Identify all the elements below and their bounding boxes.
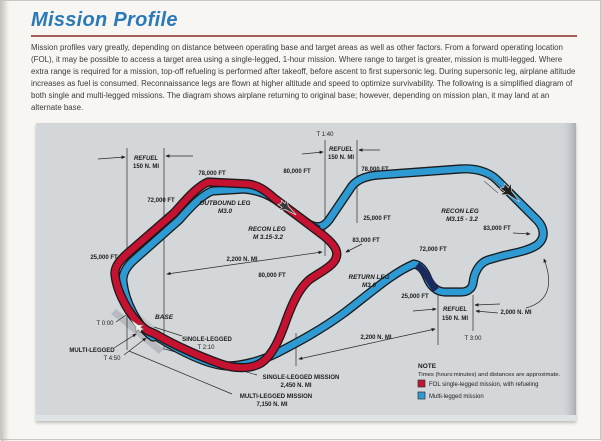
refuel3-label: REFUEL [443,307,467,313]
single-legged-time: T 2:10 [197,345,215,351]
legend-swatch-multi [418,392,425,399]
page-edge-shadow [1,1,9,441]
single-mission-label: SINGLE-LEGGED MISSION [262,375,340,381]
recon-mach1: M 3.15-3.2 [252,234,284,241]
alt-78-left: 78,000 FT [198,171,226,177]
time-takeoff: T 0:00 [96,321,114,327]
alt-80-return: 80,000 FT [258,273,286,279]
refuel3-dist: 150 N. MI [441,316,469,322]
alt-25-right: 25,000 FT [401,294,429,300]
outbound-dist: 2,200 N. MI [226,257,258,263]
title-rule [31,35,577,37]
alt-25-top: 25,000 FT [363,216,391,222]
outbound-leg-label: OUTBOUND LEG [199,200,251,207]
recon-mach2: M3.15 - 3.2 [446,216,478,223]
alt-72-right: 72,000 FT [419,247,447,253]
return-dist: 2,200 N. MI [360,335,392,341]
time-refuel2: T 1:40 [316,132,334,138]
alt-78-right: 78,000 FT [361,167,389,173]
refuel1-label: REFUEL [134,156,158,162]
panel-edge-shade [560,123,576,421]
single-legged-label: SINGLE-LEGGED [182,337,232,343]
multi-legged-time: T 4:50 [103,356,121,362]
recon2-dist: 2,000 N. MI [500,310,532,316]
alt-83-first: 83,000 FT [352,238,380,244]
multi-mission-label: MULTI-LEGGED MISSION [239,394,313,400]
recon-leg1-label: RECON LEG [248,226,286,233]
return-mach: M3.0 [362,282,376,289]
outbound-mach: M3.0 [218,208,232,215]
note-title: NOTE [418,363,437,370]
legend-swatch-single [418,380,425,387]
refuel1-dist: 150 N. MI [132,164,160,170]
multi-mission-dist: 7,150 N. MI [256,402,288,408]
alt-83-second: 83,000 FT [483,226,511,232]
alt-25-left: 25,000 FT [90,255,118,261]
refuel2-dist: 150 N. MI [327,155,355,161]
single-mission-dist: 2,450 N. MI [280,383,312,389]
panel-bottom-bevel [36,415,576,421]
multi-legged-label: MULTI-LEGGED [69,348,115,354]
legend-label-single: FOL single-legged mission, with refueling [429,382,539,388]
page-title: Mission Profile [31,9,178,31]
mission-profile-diagram [36,123,576,421]
base-label: BASE [154,314,174,321]
time-refuel3: T 3:00 [464,336,482,342]
diagram-svg [36,123,576,421]
refuel2-label: REFUEL [329,147,353,153]
return-leg-label: RETURN LEG [348,274,390,281]
legend-label-multi: Multi-legged mission [429,394,484,400]
recon-leg2-label: RECON LEG [441,208,479,215]
alt-72-left: 72,000 FT [147,198,175,204]
alt-80-top: 80,000 FT [283,169,311,175]
note-text: Times (hours:minutes) and distances are approximate. [418,372,561,378]
intro-paragraph: Mission profiles vary greatly, depending on distance between operating base and target areas as well as other factors. From a forward operating location (FOL), it may be possible to access a target area using a single-legged, 1-hour mission. Where range to target is greater, mission is multi-legged. Where extra range is required for a mission, top-off refueling is performed after takeoff, before ascent to first supersonic leg. During supersonic leg, airplane altitude increases as fuel is consumed. Reconnaissance legs are flown at higher altitude and speed to optimize survivability. The following is a simplified diagram of both single and multi-legged missions. The diagram shows airplane returning to original base; however, depending on mission plan, it may land at an alternate base. [31,43,576,113]
